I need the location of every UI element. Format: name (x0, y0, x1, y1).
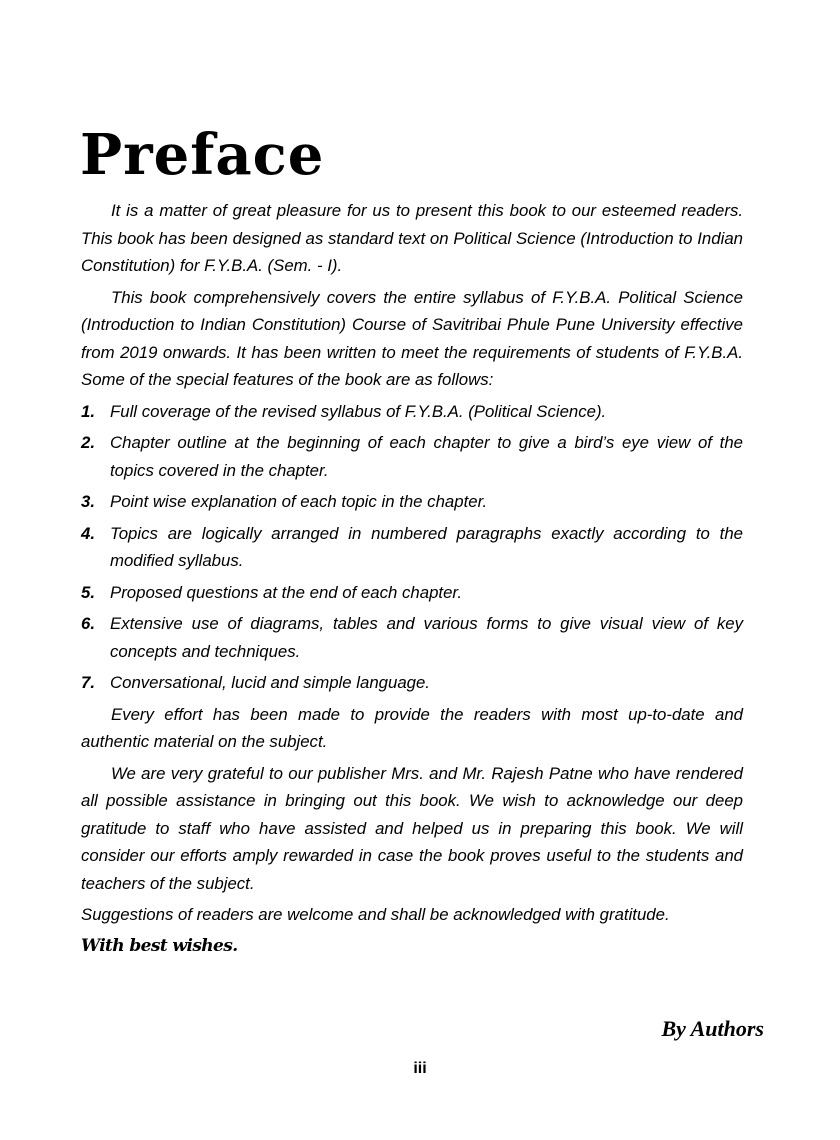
paragraph-effort: Every effort has been made to provide the readers with most up-to-date and authentic material on the subject. (81, 704, 743, 751)
preface-body (81, 197, 743, 960)
list-item (81, 520, 743, 575)
list-item (81, 429, 743, 484)
paragraph-gratitude: We are very grateful to our publisher Mrs. and Mr. Rajesh Patne who have rendered all possible assistance in bringing out this book. We wish to acknowledge our deep gratitude to staff who have assisted and helped us in preparing this book. We will consider our efforts amply rewarded in case the book proves useful to the students and teachers of the subject. (81, 763, 743, 893)
list-item-text: Conversational, lucid and simple language. (110, 673, 430, 692)
list-item (81, 398, 743, 426)
list-item-text: Point wise explanation of each topic in the chapter. (110, 492, 488, 511)
list-item-text: Proposed questions at the end of each chapter. (110, 582, 463, 602)
page-number: iii (413, 1060, 427, 1077)
list-item (81, 669, 743, 697)
list-item (81, 610, 743, 665)
signature: By Authors (661, 1016, 764, 1041)
list-item-number: 4. (81, 523, 95, 543)
list-item-number: 2. (81, 433, 95, 452)
list-item-text: Extensive use of diagrams, tables and various forms to give visual view of key concepts and techniques. (110, 614, 743, 661)
paragraph-coverage: This book comprehensively covers the entire syllabus of F.Y.B.A. Political Science (Introduction to Indian Constitution) Course of Savitribai Phule Pune University effective from 2019 onwards. It has been written to meet the requirements of students of F.Y.B.A. Some of the special features of the book are as follows: (81, 287, 743, 389)
list-item-number: 7. (81, 673, 95, 692)
paragraph-intro: It is a matter of great pleasure for us to present this book to our esteemed readers. This book has been designed as standard text on Political Science (Introduction to Indian Constitution) for F.Y.B.A. (Sem. - I). (81, 201, 743, 275)
page-title: Preface (80, 122, 325, 188)
list-item-number: 5. (81, 582, 95, 602)
list-item-text: Chapter outline at the beginning of each chapter to give a bird’s eye view of the topics covered in the chapter. (110, 433, 743, 480)
paragraph-suggestions: Suggestions of readers are welcome and shall be acknowledged with gratitude. (81, 905, 670, 924)
list-item-text: Full coverage of the revised syllabus of F.Y.B.A. (Political Science). (110, 401, 607, 421)
closing-wishes: With best wishes. (81, 935, 238, 956)
list-item-number: 1. (81, 401, 95, 421)
list-item-text: Topics are logically arranged in numbered paragraphs exactly according to the modified syllabus. (110, 523, 743, 570)
list-item-number: 6. (81, 614, 95, 633)
list-item-number: 3. (81, 492, 95, 511)
features-list (81, 398, 743, 697)
list-item (81, 488, 743, 516)
list-item (81, 579, 743, 607)
